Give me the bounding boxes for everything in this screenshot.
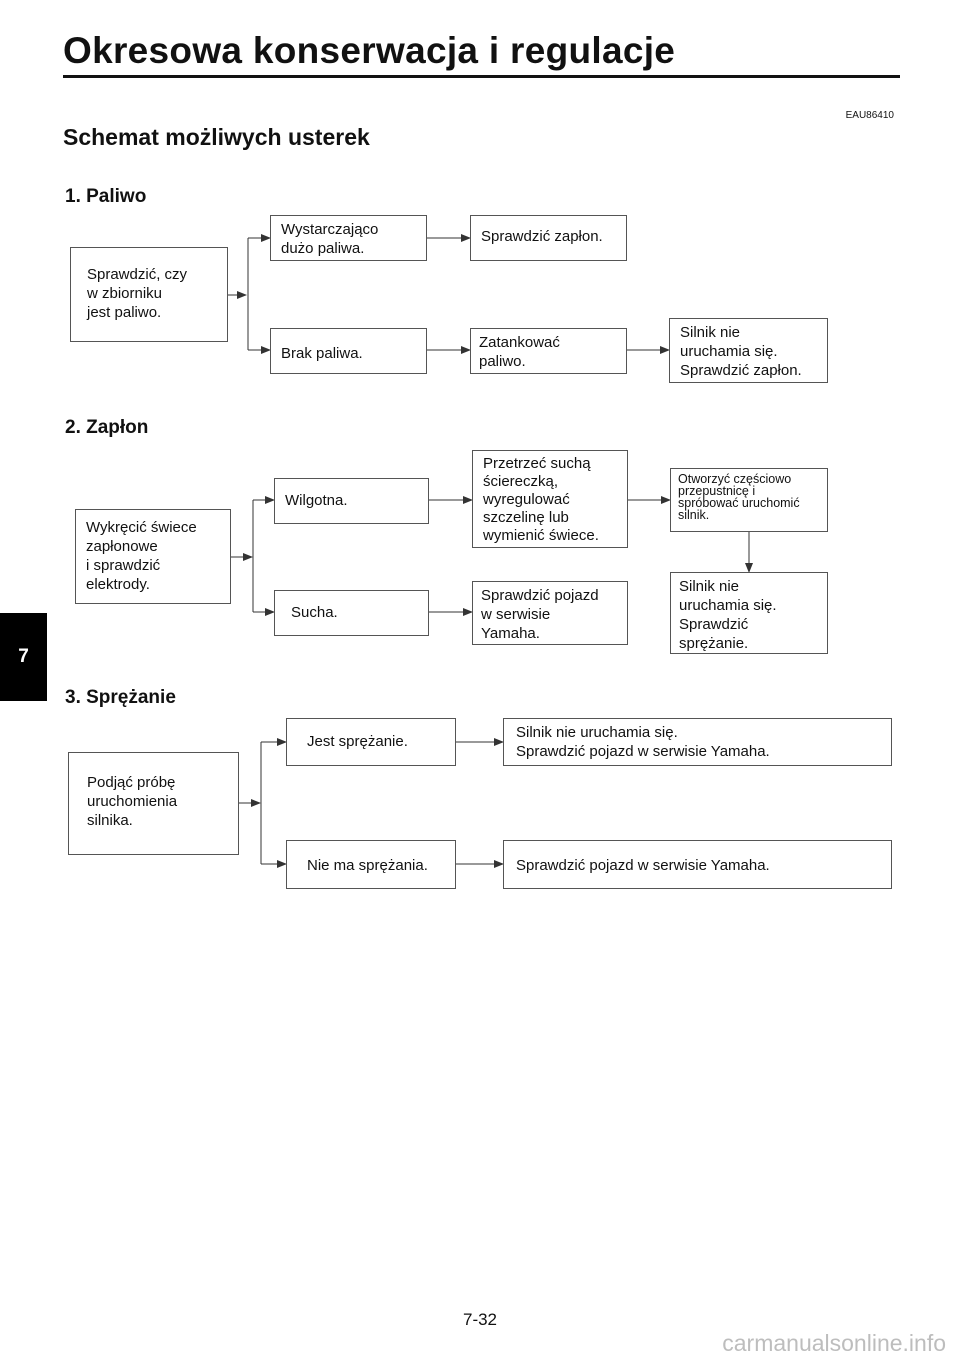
section-heading-ignition: 2. Zapłon [65,417,149,438]
chapter-tab: 7 [0,613,47,701]
watermark: carmanualsonline.info [722,1330,946,1356]
fuel-no-fuel-box: Brak paliwa. [270,328,427,374]
fuel-refuel-box: Zatankować paliwo. [470,328,627,374]
compression-start-box: Podjąć próbę uruchomienia silnika. [68,752,239,855]
compression-dealer-box: Sprawdzić pojazd w serwisie Yamaha. [503,840,892,889]
section-heading-fuel: 1. Paliwo [65,186,147,207]
compression-absent-box: Nie ma sprężania. [286,840,456,889]
section-heading-compression: 3. Sprężanie [65,687,176,708]
ignition-start-box: Wykręcić świece zapłonowe i sprawdzić elektrody. [75,509,231,604]
ignition-wipe-box: Przetrzeć suchą ściereczką, wyregulować szczelinę lub wymienić świece. [472,450,628,548]
ignition-wet-box: Wilgotna. [274,478,429,524]
page-number: 7-32 [462,1310,498,1329]
section-subtitle: Schemat możliwych usterek [63,124,370,150]
ignition-dealer-box: Sprawdzić pojazd w serwisie Yamaha. [472,581,628,645]
document-code: EAU86410 [845,110,894,121]
ignition-throttle-box: Otworzyć częściowo przepustnicę i spróbować uruchomić silnik. [670,468,828,532]
ignition-dry-box: Sucha. [274,590,429,636]
fuel-no-start-box: Silnik nie uruchamia się. Sprawdzić zapłon. [669,318,828,383]
ignition-no-start-box: Silnik nie uruchamia się. Sprawdzić sprężanie. [670,572,828,654]
compression-no-start-dealer-box: Silnik nie uruchamia się. Sprawdzić pojazd w serwisie Yamaha. [503,718,892,766]
page-title: Okresowa konserwacja i regulacje [63,30,676,71]
compression-present-box: Jest sprężanie. [286,718,456,766]
fuel-enough-box: Wystarczająco dużo paliwa. [270,215,427,261]
fuel-start-box: Sprawdzić, czy w zbiorniku jest paliwo. [70,247,228,342]
fuel-check-ignition-box: Sprawdzić zapłon. [470,215,627,261]
